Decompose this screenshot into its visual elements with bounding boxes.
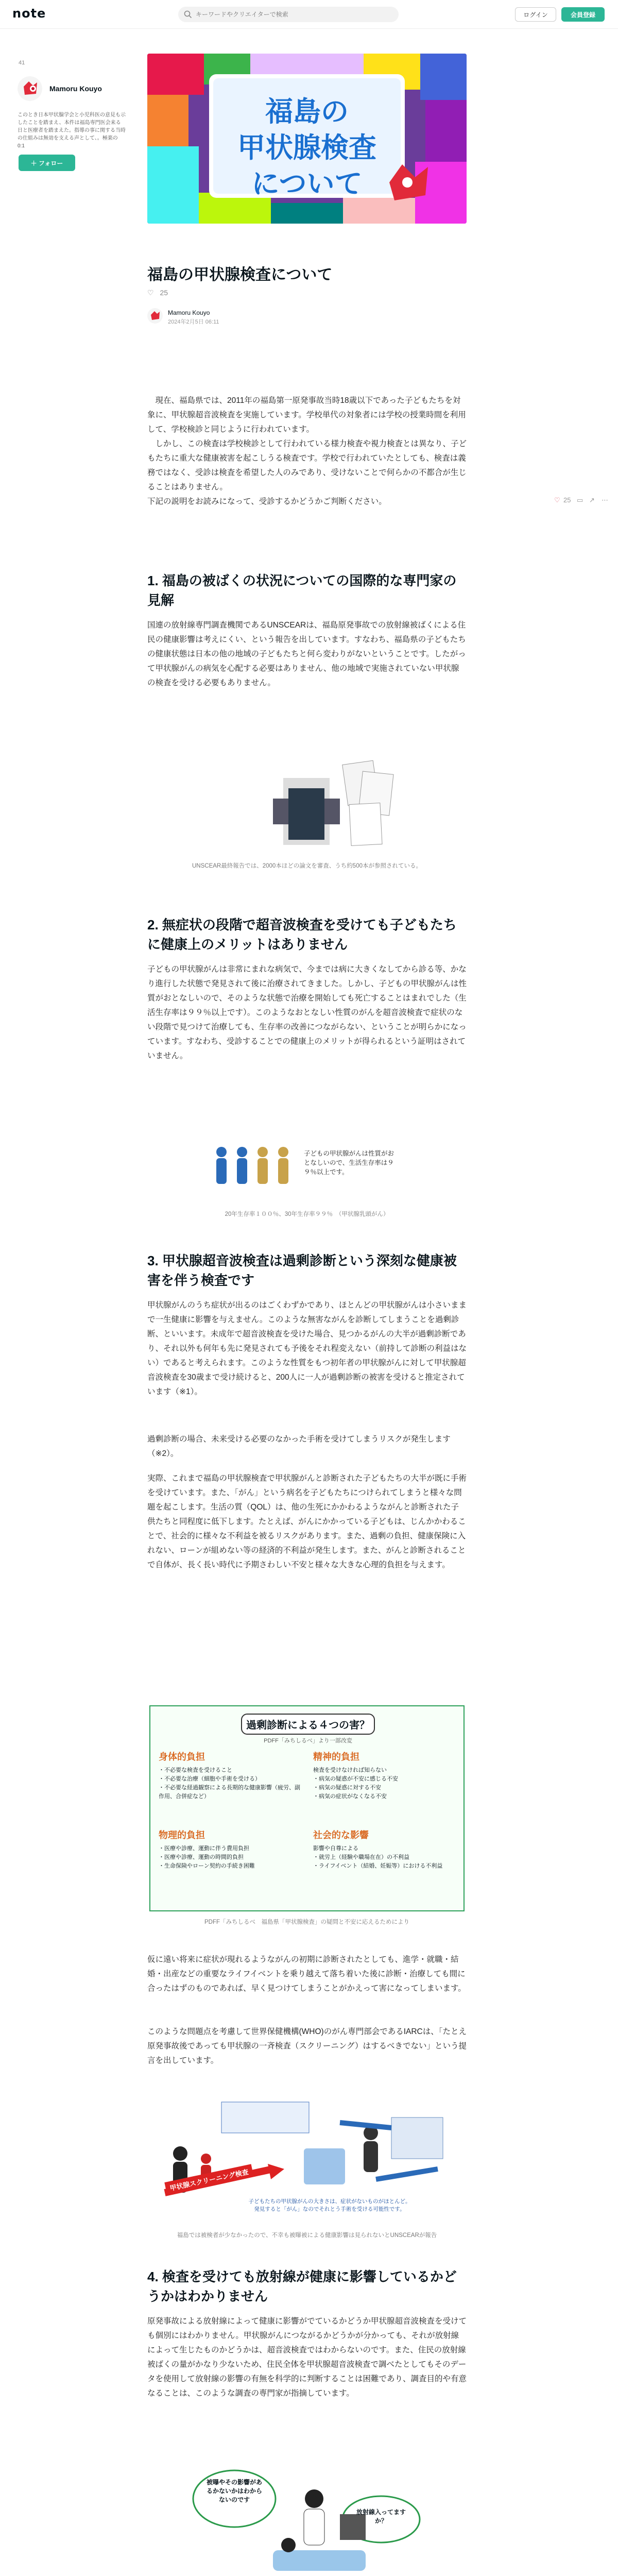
material-burden-title: 物理的負担: [159, 1830, 205, 1840]
mental-burden-text: 検査を受けなければ知らない ・病気の疑惑が不安に感じる不安 ・病気の疑惑に対する不安 ・病気の症状がなくなる不安: [313, 1767, 398, 1800]
author-bio: このとき日本甲状腺学会と小児科医の意見も示したことを踏まえ、本件は福島専門医会来る日と医療者を踏まえた。指導の事に関する当時の仕組みは無効を支える声として、。極楽の 0:1: [18, 112, 126, 149]
author-id: 41: [19, 60, 25, 66]
figure-1-caption: UNSCEAR最終報告では、2000本ほどの論文を審査、うち約500本が参照されている。: [192, 863, 422, 869]
heart-icon[interactable]: ♡: [147, 289, 154, 297]
material-burden-text: ・医療や診療、運動に伴う費用負担 ・医療や診療、運動の時間的負担 ・生命保険やローン契約の手続き困難: [159, 1845, 255, 1869]
mental-burden-box: [313, 1750, 457, 1822]
signup-button[interactable]: 会員登録: [561, 7, 605, 22]
body-burden-box: [159, 1750, 303, 1822]
author-avatar[interactable]: [18, 76, 42, 101]
meta-author-name[interactable]: Mamoru Kouyo: [168, 309, 210, 316]
author-name[interactable]: Mamoru Kouyo: [49, 84, 102, 93]
section-1-text: 国連の放射線専門調査機関であるUNSCEARは、福島原発事故での放射線被ばくによる住民の健康影響は考えにくい、という報告を出しています。すなわち、福島県の子どもたちの健康状態は日本の他の地域の子どもたちと何ら変わりがないということです。したがって甲状腺がんの病気を心配する必要はありません、他の地域で実施されていない甲状腺の検査を受ける必要もありません。: [147, 621, 466, 687]
ultrasound-figure: [185, 2463, 427, 2576]
speech-bubble-1: 被曝やその影響があるかないかはわからないのです: [206, 2479, 262, 2503]
more-icon[interactable]: ⋯: [602, 496, 608, 504]
section-heading-3: 3. 甲状腺超音波検査は過剰診断という深刻な健康被害を伴う検査です: [147, 1253, 457, 1288]
plus-icon: ＋: [30, 159, 39, 167]
hero-title-line1: 福島の: [265, 96, 349, 127]
note-logo[interactable]: note: [12, 6, 46, 21]
share-icon[interactable]: ↗: [589, 496, 595, 504]
follow-label: フォロー: [38, 159, 63, 167]
section-heading-1: 1. 福島の被ばくの状況についての国際的な専門家の見解: [147, 573, 457, 608]
search-icon: [183, 10, 193, 19]
material-burden-box: [159, 1828, 303, 1905]
overdiagnosis-title: 過剰診断による４つの害？: [241, 1714, 375, 1735]
section-3-text-b: 過剰診断の場合、未来受ける必要のなかった手術を受けてしまうリスクが発生します（※2）。: [147, 1435, 451, 1458]
speech-bubble-2: 放射線入ってますか？: [356, 2509, 406, 2524]
figure-3-caption: PDFF「みちしるべ 福島県「甲状腺検査」の疑問と不安に応えるためにより: [204, 1919, 410, 1925]
social-impact-text: 影響や自尊による ・就労上（経験や職場在在）の不利益 ・ライフイベント（結婚、妊娠等）における不利益: [313, 1845, 443, 1869]
body-burden-title: 身体的負担: [159, 1752, 205, 1762]
social-impact-box: [313, 1828, 457, 1905]
section-3-text-c: 実際、これまで福島の甲状腺検査で甲状腺がんと診断された子どもたちの大半が既に手術を受けています。また、「がん」という病名を子どもたちにつけられてしまうと様々な問題を起こします。生活の質（QOL）は、他の生死にかかわるようながんと診断された子供たちと同程度に低下します。たとえば、がんにかかっている子どもは、じんかかわることで、社会的に様々な不利益を被るリスクがあります。また、過剰の負担、健康保険に入れない、ローンが組めない等の経済的不利益が発生します。また、がんと診断されることで自体が、長く長い時代に予期さわしい不安と様々な大きな心理的負担を与えます。: [147, 1474, 467, 1569]
article-actions: [554, 494, 611, 509]
screening-note: 子どもたちの甲状腺がんの大きさは、症状がないものがほとんど。 発見すると「がん」なのでそれとう手術を受ける可能性です。: [248, 2198, 411, 2212]
social-impact-title: 社会的な影響: [313, 1830, 369, 1840]
meta-author-avatar[interactable]: [147, 308, 163, 324]
publish-date: 2024年2月5日 06:11: [168, 319, 219, 325]
login-button[interactable]: ログイン: [515, 7, 556, 22]
mental-burden-title: 精神的負担: [313, 1752, 359, 1762]
section-3-text-e: このような問題点を考慮して世界保健機構(WHO)のがん専門部会であるIARCは、「たとえ原発事故後であっても甲状腺の一斉検査（スクリーニング）はするべきでない」という提言を出しています。: [147, 2027, 467, 2065]
global-header: [0, 0, 618, 29]
screening-label: 甲状腺スクリーニング検査: [164, 2164, 253, 2195]
like-counter[interactable]: [147, 289, 168, 297]
search-box[interactable]: [178, 7, 399, 22]
hero-title-line2: 甲状腺検査: [237, 132, 376, 163]
section-4-text: 原発事故による放射線によって健康に影響がでているかどうか甲状腺超音波検査を受けても個別にはわかりません。甲状腺がんにつながるかどうかが分かっても、それが放射線によって生じたものかどうかは、超音波検査ではわからないのです。また、住民の放射線被ばくの量がかなり少ないため、住民全体を甲状腺超音波検査で調べたとしてもそのデータを使用して放射線の影響の有無を科学的に判断することは困難であり、調査目的や有意なることは、このような調査の専門家が指摘しています。: [147, 2317, 467, 2398]
section-3-text-d: 仮に遠い将来に症状が現れるようながんの初期に診断されたとしても、進学・就職・結婚・出産などの重要なライフイベントを乗り越えて落ち着いた後に診断・治療しても間に合ったはずのものであれば、早く見つけてしまうことがかえって害になってしまいます。: [147, 1955, 466, 1993]
action-like-count: 25: [563, 496, 571, 504]
hero-title-line3: について: [251, 168, 363, 199]
section-2-text: 子どもの甲状腺がんは非常にまれな病気で、今までは病に大きくなしてから診る等、かなり進行した状態で発見されて後に治療されてきました。しかし、子どもの甲状腺がんは性質がおとなしいので、そのような状態で治療を開始しても死亡することはまれでした（生活生存率は９９％以上です）。このようなおとなしい性質のがんを超音波検査で症状のない段階で見つけて治療しても、生存率の改善につながらない、ということが明らかになっています。すなわち、受診することでの健康上のメリットが得られるという証明はされていません。: [147, 965, 467, 1060]
heart-icon[interactable]: ♡: [554, 496, 560, 504]
follow-button[interactable]: [19, 155, 75, 171]
screening-figure: [149, 2092, 465, 2226]
figure-2-caption: 20年生存率１００％、30年生存率９９％ （甲状腺乳頭がん）: [225, 1211, 389, 1217]
search-input[interactable]: [196, 10, 391, 19]
hero-image: [147, 54, 467, 224]
figure-4-caption: 福島では被検者が少なかったので、不幸も被曝被による健康影響は見られないとUNSCEARが報告: [177, 2232, 437, 2239]
survival-figure-text: 子どもの甲状腺がんは性質がおとなしいので、生活生存率は９９％以上です。: [304, 1150, 394, 1176]
section-heading-4: 4. 検査を受けても放射線が健康に影響しているかどうかはわかりません: [147, 2269, 457, 2304]
unscear-figure: [206, 747, 407, 855]
overdiagnosis-figure: [149, 1705, 465, 1911]
like-count: 25: [160, 289, 168, 297]
survival-figure: [206, 1131, 407, 1204]
comment-icon[interactable]: ▭: [577, 496, 583, 504]
section-3-text-a: 甲状腺がんのうち症状が出るのはごくわずかであり、ほとんどの甲状腺がんは小さいままで一生健康に影響を与えません。このような無害ながんを診断してしまうことを過剰診断、といいます。未成年で超音波検査を受けた場合、見つかるがんの大半が過剰診断であり、それ以外も何年も先に発見されても予後をそれ程変えない（前持して診断の利益はない）であると考えられます。このような性質をもつ初年者の甲状腺がんに対して甲状腺超音波検査を30歳まで受け続けると、200人に一人が過剰診断の被害を受けると推定されています（※1）。: [147, 1301, 467, 1396]
overdiagnosis-subtitle: PDFF「みちしるべ」より一部改変: [264, 1738, 352, 1744]
article-title: 福島の甲状腺検査について: [147, 266, 333, 283]
intro-paragraph: 現在、福島県では、2011年の福島第一原発事故当時18歳以下であった子どもたちを対象に、甲状腺超音波検査を実施しています。学校単代の対象者には学校の授業時間を利用して、学校検診と同じように行われています。 しかし、この検査は学校検診として行われている様力検査や視力検査とは異なり、子どもたちに重大な健康被害を起こしうる検査です。学校で行われていたとしても、検査は義務ではなく、受診は検査を希望した人のみであり、受けないことで何らかの不都合が生じることはありません。 下記の説明をお読みになって、受診するかどうかご判断ください。: [147, 396, 467, 506]
body-burden-text: ・不必要な検査を受けること ・不必要な治療（細胞や手術を受ける） ・不必要な経過観察による長期的な健康影響（疲労、副作用、合併症など）: [159, 1767, 300, 1800]
section-heading-2: 2. 無症状の段階で超音波検査を受けても子どもたちに健康上のメリットはありません: [147, 917, 457, 952]
